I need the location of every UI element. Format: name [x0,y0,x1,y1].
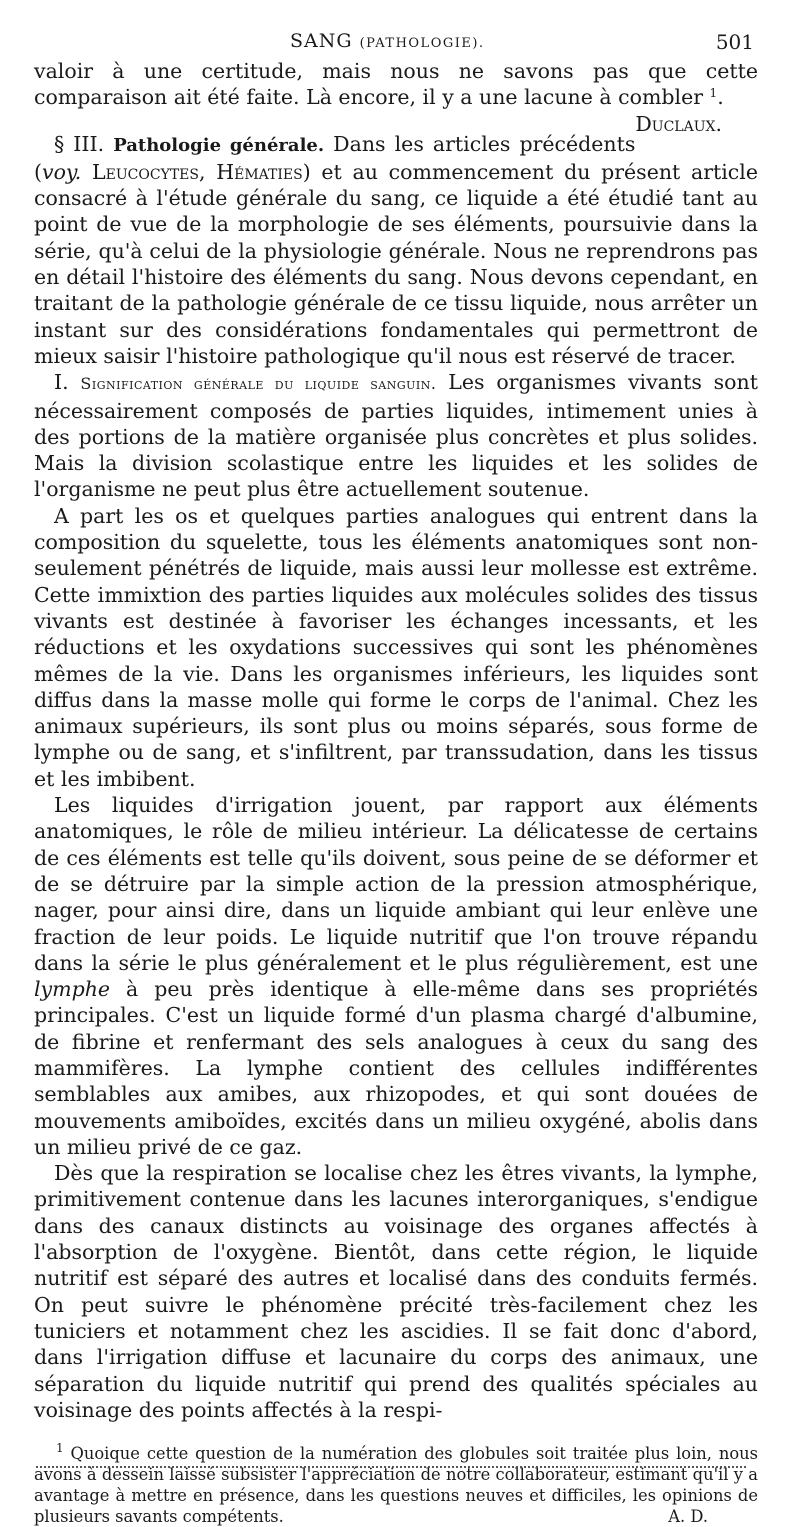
section-3-text-b: ) et au commencement du présent article consacré à l'étude générale du sang, ce liquide a été étudié tant au point de vue de la morphologie de ses éléments, poursuivie dans la série, qu'à celui de la physiologie générale. Nous ne reprendrons pas en détail l'histoire des éléments du sang. Nous devons cependant, en traitant de la pathologie générale de ce tissu liquide, nous arrêter un instant sur des considérations fondamentales qui permettront de mieux saisir l'histoire pathologique qu'il nous est réservé de tracer. [34,159,758,368]
bottom-dotted-rule [36,1466,746,1468]
footnote [34,1443,758,1527]
footnote-reference[interactable]: 1 [709,86,718,101]
section-number: § III. [54,131,105,156]
subsection-1-paragraph [34,369,758,502]
subsection-1-text: Les organismes vivants sont nécessairement composés de parties liquides, intimement unies à des portions de la matière organisée plus concrètes et plus solides. Mais la division scolastique entre les liquides et les solides de l'organisme ne peut plus être actuellement soutenue. [34,370,758,502]
intro-text: valoir à une certitude, mais nous ne savons pas que cette comparaison ait été faite. Là encore, il y a une lacune à combler [34,59,758,110]
running-head [34,28,758,58]
section-3-text-a: Dans les articles précédents ( [34,131,636,184]
footnote-mark: 1 [56,1441,64,1456]
footnote-signature: A. D. [668,1507,708,1527]
cross-reference-hematies[interactable]: Hématies [216,159,303,184]
footnote-text: Quoique cette question de la numération des globules soit traitée plus loin, nous avons à dessein laissé subsister l'appréciation de notre collaborateur, estimant qu'il y a avantage à mettre en présence, dans les questions neuves et difficiles, les opinions de plusieurs savants compétents. [34,1444,758,1527]
subsection-number: I. [54,370,69,395]
cross-reference-separator: , [198,159,217,184]
author-signature: Duclaux. [635,111,722,136]
section-heading: Pathologie générale. [113,134,325,156]
paragraph-2-text-a: Les liquides d'irrigation jouent, par rapport aux éléments anatomiques, le rôle de milieu intérieur. La délicatesse de certains de ces éléments est telle qu'ils doivent, sous peine de se déformer et de se détruire par la simple action de la pression atmosphérique, nager, pour ainsi dire, dans un liquide ambiant qui leur enlève une fraction de leur poids. Le liquide nutritif que l'on trouve répandu dans la série le plus généralement et le plus régulièrement, est une [34,793,758,975]
intro-paragraph [34,58,758,136]
cross-reference-leucocytes[interactable]: Leucocytes [92,159,199,184]
page [34,28,758,1527]
intro-period: . [717,85,724,110]
paragraph-1: A part les os et quelques parties analogues qui entrent dans la composition du squelette, tous les éléments anatomiques sont non-seulement pénétrés de liquide, mais aussi leur mollesse est extrême. Cette immixtion des parties liquides aux molécules solides des tissus vivants est destinée à favoriser les échanges incessants, et les réductions et les oxydations successives qui sont les phénomènes mêmes de la vie. Dans les organismes inférieurs, les liquides sont diffus dans la masse molle qui forme le corps de l'animal. Chez les animaux supérieurs, ils sont plus ou moins séparés, sous forme de lymphe ou de sang, et s'infiltrent, par transsudation, dans les tissus et les imbibent. [34,503,758,791]
paragraph-2-italic-term: lymphe [34,977,111,1002]
paragraph-2 [34,792,758,1160]
paragraph-2-text-b: à peu près identique à elle-même dans ses propriétés principales. C'est un liquide formé d'un plasma chargé d'albumine, de fibrine et renfermant des sels analogues à ceux du sang des mammifères. La lymphe contient des cellules indifférentes semblables aux amibes, aux rhizopodes, et qui sont douées de mouvements amiboïdes, excités dans un milieu oxygéné, abolis dans un milieu privé de ce gaz. [34,977,758,1159]
running-title [290,30,485,52]
running-title-main: SANG [290,30,353,52]
running-title-sub: (PATHOLOGIE). [359,36,485,51]
paragraph-3: Dès que la respiration se localise chez les êtres vivants, la lymphe, primitivement contenue dans les lacunes interorganiques, s'endigue dans des canaux distincts au voisinage des organes affectés à l'absorption de l'oxygène. Bientôt, dans cette région, le liquide nutritif est séparé des autres et localisé dans des conduits fermés. On peut suivre le phénomène précité très-facilement chez les tuniciers et notamment chez les ascidies. Il se fait donc d'abord, dans l'irrigation diffuse et lacunaire du corps des animaux, une séparation du liquide nutritif qui prend des qualités spéciales au voisinage des points affectés à la respi- [34,1161,758,1422]
page-number: 501 [715,30,754,54]
cross-reference-voy: voy. [42,159,82,184]
section-3-paragraph [34,131,758,370]
subsection-heading: Signification générale du liquide sanguin. [80,374,437,394]
body-text [34,58,758,1423]
